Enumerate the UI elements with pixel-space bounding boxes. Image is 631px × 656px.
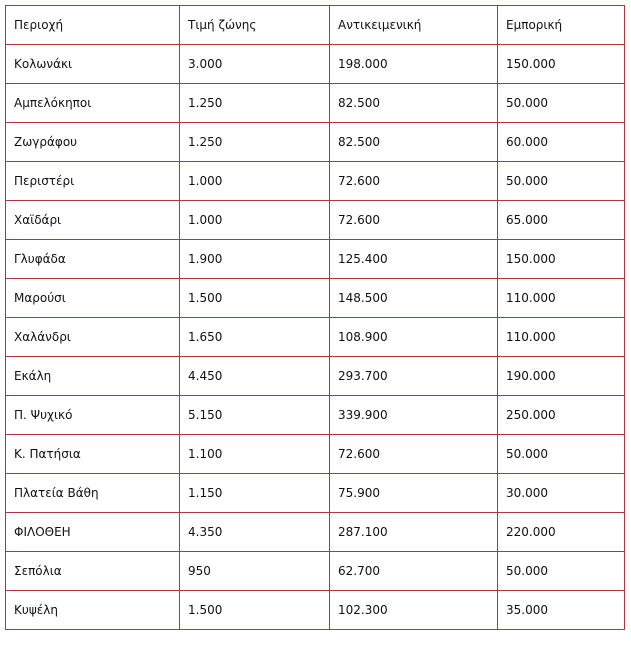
cell-market-value: 150.000 — [498, 45, 625, 84]
cell-area: Κυψέλη — [6, 591, 180, 630]
table-row — [6, 162, 625, 201]
table-row — [6, 474, 625, 513]
header-objective-value: Αντικειμενική — [330, 6, 498, 45]
header-row — [6, 6, 625, 45]
cell-market-value: 150.000 — [498, 240, 625, 279]
cell-objective-value: 125.400 — [330, 240, 498, 279]
cell-objective-value: 82.500 — [330, 84, 498, 123]
cell-area: Περιστέρι — [6, 162, 180, 201]
cell-objective-value: 75.900 — [330, 474, 498, 513]
cell-market-value: 250.000 — [498, 396, 625, 435]
cell-zone-price: 5.150 — [180, 396, 330, 435]
table-row — [6, 435, 625, 474]
cell-market-value: 110.000 — [498, 279, 625, 318]
cell-zone-price: 3.000 — [180, 45, 330, 84]
cell-objective-value: 148.500 — [330, 279, 498, 318]
cell-objective-value: 82.500 — [330, 123, 498, 162]
cell-area: Κ. Πατήσια — [6, 435, 180, 474]
cell-objective-value: 287.100 — [330, 513, 498, 552]
cell-zone-price: 1.000 — [180, 162, 330, 201]
cell-area: Μαρούσι — [6, 279, 180, 318]
cell-area: Γλυφάδα — [6, 240, 180, 279]
price-table — [5, 5, 625, 630]
cell-market-value: 35.000 — [498, 591, 625, 630]
cell-area: Χαλάνδρι — [6, 318, 180, 357]
cell-zone-price: 4.450 — [180, 357, 330, 396]
cell-objective-value: 108.900 — [330, 318, 498, 357]
cell-zone-price: 1.250 — [180, 84, 330, 123]
table-row — [6, 45, 625, 84]
cell-area: Πλατεία Βάθη — [6, 474, 180, 513]
cell-zone-price: 1.900 — [180, 240, 330, 279]
table-row — [6, 552, 625, 591]
cell-zone-price: 1.500 — [180, 279, 330, 318]
cell-objective-value: 102.300 — [330, 591, 498, 630]
cell-area: Π. Ψυχικό — [6, 396, 180, 435]
cell-area: Κολωνάκι — [6, 45, 180, 84]
table-row — [6, 240, 625, 279]
price-table-body — [6, 6, 625, 630]
cell-market-value: 110.000 — [498, 318, 625, 357]
cell-zone-price: 1.500 — [180, 591, 330, 630]
cell-area: Χαϊδάρι — [6, 201, 180, 240]
cell-objective-value: 198.000 — [330, 45, 498, 84]
cell-objective-value: 72.600 — [330, 435, 498, 474]
cell-area: Εκάλη — [6, 357, 180, 396]
cell-objective-value: 293.700 — [330, 357, 498, 396]
cell-market-value: 190.000 — [498, 357, 625, 396]
table-row — [6, 318, 625, 357]
cell-zone-price: 1.650 — [180, 318, 330, 357]
cell-market-value: 220.000 — [498, 513, 625, 552]
table-row — [6, 84, 625, 123]
cell-area: ΦΙΛΟΘΕΗ — [6, 513, 180, 552]
cell-market-value: 50.000 — [498, 84, 625, 123]
cell-zone-price: 4.350 — [180, 513, 330, 552]
table-row — [6, 279, 625, 318]
cell-market-value: 30.000 — [498, 474, 625, 513]
table-row — [6, 123, 625, 162]
cell-objective-value: 72.600 — [330, 201, 498, 240]
cell-objective-value: 72.600 — [330, 162, 498, 201]
cell-market-value: 50.000 — [498, 435, 625, 474]
table-row — [6, 201, 625, 240]
cell-zone-price: 1.100 — [180, 435, 330, 474]
cell-market-value: 65.000 — [498, 201, 625, 240]
cell-zone-price: 1.000 — [180, 201, 330, 240]
cell-zone-price: 1.250 — [180, 123, 330, 162]
header-area: Περιοχή — [6, 6, 180, 45]
cell-area: Σεπόλια — [6, 552, 180, 591]
cell-zone-price: 1.150 — [180, 474, 330, 513]
cell-zone-price: 950 — [180, 552, 330, 591]
cell-market-value: 50.000 — [498, 552, 625, 591]
header-zone-price: Τιμή ζώνης — [180, 6, 330, 45]
table-row — [6, 513, 625, 552]
table-row — [6, 396, 625, 435]
cell-area: Ζωγράφου — [6, 123, 180, 162]
cell-market-value: 60.000 — [498, 123, 625, 162]
table-row — [6, 357, 625, 396]
header-market-value: Εμπορική — [498, 6, 625, 45]
cell-objective-value: 62.700 — [330, 552, 498, 591]
cell-market-value: 50.000 — [498, 162, 625, 201]
cell-objective-value: 339.900 — [330, 396, 498, 435]
cell-area: Αμπελόκηποι — [6, 84, 180, 123]
table-row — [6, 591, 625, 630]
